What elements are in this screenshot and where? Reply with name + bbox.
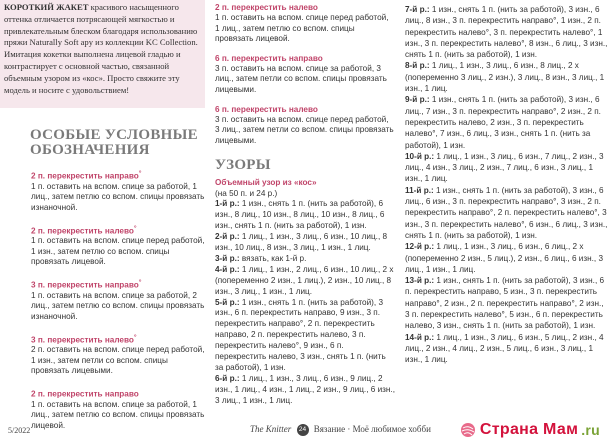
abbreviations-title-line1: ОСОБЫЕ УСЛОВНЫЕ	[30, 127, 198, 143]
column-right	[403, 0, 608, 366]
patterns-title: УЗОРЫ	[215, 157, 271, 174]
pattern-row: 11-й р.: 1 изн., снять 1 п. (нить за работой), 3 изн., 6 лиц., 6 изн., 3 п. перекрестить направо°, 3 изн., 2 п. перекрестить направо°, 2 п. перекрестить налево°, 3 изн., 3 п. перекрестить налево°, 6 изн., 6 лиц., 3 изн., снять 1 п. (нить за работой), 1 изн.	[405, 185, 608, 240]
intro-text: красивого насыщенного оттенка отличается потрясающей мягкостью и привлекательным блеском благодаря использованию пряжи Naturally Soft apy из коллекции KC Collection. Имитация кокетки выполнена лицевой гладью и контрастирует с основной частью, связанной объемным узором из «кос». Просто свяжите эту модель и носите с удовольствием!	[4, 2, 198, 95]
abbreviation-item	[0, 168, 205, 214]
abbreviation-text: 3 п. оставить на вспом. спице за работой, 3 лиц., затем петли со вспом. спицы провязать лицевыми.	[215, 63, 387, 94]
abbreviation-item	[215, 2, 395, 45]
abbreviation-text: 1 п. оставить на вспом. спице за работой, 1 лиц., затем петлю со вспом. спицы провязать лицевой.	[31, 399, 205, 430]
abbreviations-title-line2: ОБОЗНАЧЕНИЯ	[30, 142, 150, 158]
watermark	[460, 421, 600, 439]
abbreviation-text: 1 п. оставить на вспом. спице за работой, 1 лиц., затем петлю со вспом. спицы провязать изнаночной.	[31, 181, 205, 212]
watermark-tld: .ru	[581, 422, 600, 438]
intro-box	[0, 0, 205, 108]
abbreviation-text: 3 п. оставить на вспом. спице перед работой, 3 лиц., затем петли со вспом. спицы провязать лицевыми.	[215, 114, 394, 145]
pattern-row: 8-й р.: 1 лиц., 1 изн., 3 лиц., 6 изн., 8 лиц., 2 х (попеременно 3 лиц., 2 изн.), 3 лиц., 8 изн., 3 лиц., 1 изн., 1 лиц.	[405, 61, 605, 94]
pattern-row: 10-й р.: 1 лиц., 1 изн., 3 лиц., 6 изн., 7 лиц., 2 изн., 3 лиц., 4 изн., 3 лиц., 2 изн., 7 лиц., 6 изн., 3 лиц., 1 изн., 1 лиц.	[405, 151, 604, 184]
abbreviation-title: 3 п. перекрестить направо°	[31, 279, 142, 290]
abbreviation-text: 1 п. оставить на вспом. спице перед работой, 1 лиц., затем петлю со вспом. спицы провязать лицевой.	[215, 13, 389, 44]
column-middle	[215, 0, 395, 407]
abbreviation-text: 1 п. оставить на вспом. спице перед работой, 1 изн., затем петлю со вспом. спицы провязать лицевой.	[31, 236, 205, 267]
pattern-row: 3-й р.: вязать, как 1-й р.	[215, 253, 307, 263]
pattern-row: 13-й р.: 1 изн., снять 1 п. (нить за работой), 3 изн., 6 п. перекрестить направо, 5 изн., 3 п. перекрестить направо°, 2 изн., 2 п. перекрестить направо°, 2 изн., 3 п. перекрестить налево°, 5 изн., 6 п. перекрестить налево, 3 изн., снять 1 п. (нить за работой), 1 изн.	[405, 276, 605, 331]
page-number-badge: 24	[297, 424, 309, 436]
pattern-title: Объемный узор из «кос»	[215, 178, 317, 188]
pattern-rows	[215, 199, 395, 406]
abbreviation-text: 2 п. оставить на вспом. спице перед работой, 1 изн., затем петли со вспом. спицы провязать лицевыми.	[31, 345, 205, 376]
issue-number: 5/2022	[8, 426, 31, 435]
pattern-row: 9-й р.: 1 изн., снять 1 п. (нить за работой), 3 изн., 6 лиц., 7 изн., 3 п. перекрестить направо°, 2 изн., 2 п. перекрестить налево, 2 изн., 3 п. перекрестить налево°, 7 изн., 6 лиц., 3 изн., снять 1 п. (нить за работой), 1 изн.	[405, 95, 601, 150]
abbreviation-item	[0, 332, 205, 378]
yarn-skein-icon	[460, 422, 476, 438]
abbreviation-text: 1 п. оставить на вспом. спице за работой, 2 лиц., затем петлю со вспом. спицы провязать изнаночной.	[31, 290, 205, 321]
pattern-row: 5-й р.: 1 изн., снять 1 п. (нить за работой), 3 изн., 6 п. перекрестить направо, 9 изн., 3 п. перекрестить направо°, 2 п. перекрестить направо, 2 п. перекрестить налево, 3 п. перекрестить налево°, 9 изн., 6 п. перекрестить налево, 3 изн., снять 1 п. (нить за работой), 1 изн.	[215, 297, 386, 372]
pattern-rows-continued	[403, 0, 608, 366]
abbreviation-title: 2 п. перекрестить налево°	[31, 224, 137, 236]
abbreviation-title: 2 п. перекрестить налево	[215, 3, 318, 12]
abbreviation-title: 2 п. перекрестить направо	[31, 389, 139, 399]
magazine-logo: The Knitter	[250, 424, 292, 435]
pattern-row: 6-й р.: 1 лиц., 1 изн., 3 лиц., 6 изн., 9 лиц., 2 изн., 1 лиц., 4 изн., 1 лиц., 2 изн., 9 лиц., 6 изн., 3 лиц., 1 изн., 1 лиц.	[215, 373, 395, 405]
footer-center	[250, 424, 431, 436]
abbreviation-item	[215, 104, 395, 147]
abbreviation-title: 6 п. перекрестить направо	[215, 53, 323, 63]
pattern-row: 2-й р.: 1 лиц., 1 изн., 3 лиц., 6 изн., 10 лиц., 8 изн., 10 лиц., 8 изн., 3 лиц., 1 изн., 1 лиц.	[215, 232, 388, 252]
abbreviations-title	[30, 128, 205, 158]
pattern-row: 4-й р.: 1 лиц., 1 изн., 2 лиц., 6 изн., 10 лиц., 2 х (попеременно 2 изн., 1 лиц.), 2 изн., 10 лиц., 8 изн., 3 лиц., 1 изн., 1 лиц.	[215, 264, 394, 296]
intro-paragraph	[4, 2, 201, 96]
pattern-row: 7-й р.: 1 изн., снять 1 п. (нить за работой), 3 изн., 6 лиц., 8 изн., 3 п. перекрестить направо°, 1 изн., 2 п. перекрестить налево°, 3 п. перекрестить налево°, 1 изн., 3 п. перекрестить налево°, 8 изн., 6 лиц., 3 изн., снять 1 п. (нить за работой), 1 изн.	[405, 5, 608, 60]
pattern-row: 1-й р.: 1 изн., снять 1 п. (нить за работой), 6 изн., 8 лиц., 10 изн., 8 лиц., 10 изн., 8 лиц., 6 изн., снять 1 п. (нить за работой), 1 изн.	[215, 199, 385, 231]
intro-lead: КОРОТКИЙ ЖАКЕТ	[4, 2, 89, 12]
abbreviation-title: 3 п. перекрестить налево°	[31, 333, 137, 345]
pattern-subtitle: (на 50 п. и 24 р.)	[215, 189, 278, 199]
abbreviation-item	[0, 277, 205, 323]
abbreviation-item	[215, 53, 395, 96]
magazine-tagline: Вязание · Моё любимое хобби	[313, 424, 431, 435]
page-footer	[0, 412, 610, 444]
watermark-text: Страна Мам	[479, 421, 579, 438]
abbreviation-item	[0, 223, 205, 269]
column-left	[0, 0, 205, 432]
abbreviation-title: 6 п. перекрестить налево	[215, 104, 318, 114]
pattern-row: 14-й р.: 1 лиц., 1 изн., 3 лиц., 6 изн., 5 лиц., 2 изн., 4 лиц., 2 изн., 4 лиц., 2 изн., 5 лиц., 6 изн., 3 лиц., 1 изн., 1 лиц.	[405, 332, 604, 365]
abbreviation-title: 2 п. перекрестить направо°	[31, 170, 142, 181]
pattern-row: 12-й р.: 1 лиц., 1 изн., 3 лиц., 6 изн., 6 лиц., 2 х (попеременно 2 изн., 5 лиц.), 2 изн., 6 лиц., 6 изн., 3 лиц., 1 изн., 1 лиц.	[405, 242, 604, 274]
